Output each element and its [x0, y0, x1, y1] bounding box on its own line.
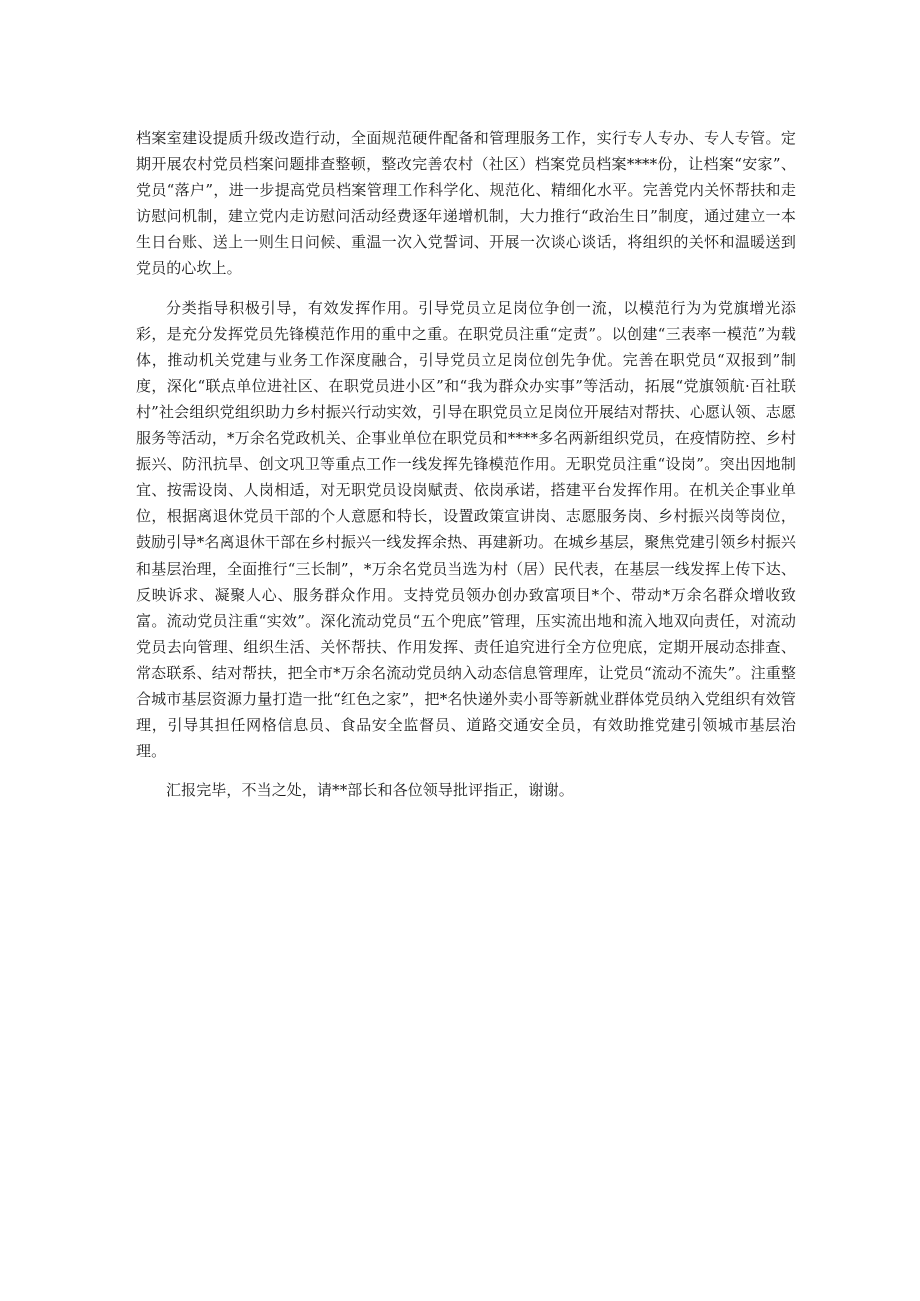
- paragraph-classified-guidance: 分类指导积极引导，有效发挥作用。引导党员立足岗位争创一流，以模范行为为党旗增光添彩，是充分发挥党员先锋模范作用的重中之重。在职党员注重“定责”。以创建“三表率一模范”为载体，推动机关党建与业务工作深度融合，引导党员立足岗位创先争优。完善在职党员“双报到”制度，深化“联点单位进社区、在职党员进小区”和“我为群众办实事”等活动，拓展“党旗领航·百社联村”社会组织党组织助力乡村振兴行动实效，引导在职党员立足岗位开展结对帮扶、心愿认领、志愿服务等活动，*万余名党政机关、企事业单位在职党员和****多名两新组织党员，在疫情防控、乡村振兴、防汛抗旱、创文巩卫等重点工作一线发挥先锋模范作用。无职党员注重“设岗”。突出因地制宜、按需设岗、人岗相适，对无职党员设岗赋责、依岗承诺，搭建平台发挥作用。在机关企事业单位，根据离退休党员干部的个人意愿和特长，设置政策宣讲岗、志愿服务岗、乡村振兴岗等岗位，鼓励引导*名离退休干部在乡村振兴一线发挥余热、再建新功。在城乡基层，聚焦党建引领乡村振兴和基层治理，全面推行“三长制”，*万余名党员当选为村（居）民代表，在基层一线发挥上传下达、反映诉求、凝聚人心、服务群众作用。支持党员领办创办致富项目*个、带动*万余名群众增收致富。流动党员注重“实效”。深化流动党员“五个兜底”管理，压实流出地和流入地双向责任，对流动党员去向管理、组织生活、关怀帮扶、作用发挥、责任追究进行全方位兜底，定期开展动态排查、常态联系、结对帮扶，把全市*万余名流动党员纳入动态信息管理库，让党员“流动不流失”。注重整合城市基层资源力量打造一批“红色之家”，把*名快递外卖小哥等新就业群体党员纳入党组织有效管理，引导其担任网格信息员、食品安全监督员、道路交通安全员，有效助推党建引领城市基层治理。: [136, 298, 796, 761]
- document-body: [136, 125, 796, 816]
- paragraph-closing: 汇报完毕，不当之处，请**部长和各位领导批评指正，谢谢。: [166, 781, 574, 800]
- paragraph-archives: 档案室建设提质升级改造行动，全面规范硬件配备和管理服务工作，实行专人专办、专人专管。定期开展农村党员档案问题排查整顿，整改完善农村（社区）档案党员档案****份，让档案“安家”、党员“落户”，进一步提高党员档案管理工作科学化、规范化、精细化水平。完善党内关怀帮扶和走访慰问机制，建立党内走访慰问活动经费逐年递增机制，大力推行“政治生日”制度，通过建立一本生日台账、送上一则生日问候、重温一次入党誓词、开展一次谈心谈话，将组织的关怀和温暖送到党员的心坎上。: [136, 129, 796, 278]
